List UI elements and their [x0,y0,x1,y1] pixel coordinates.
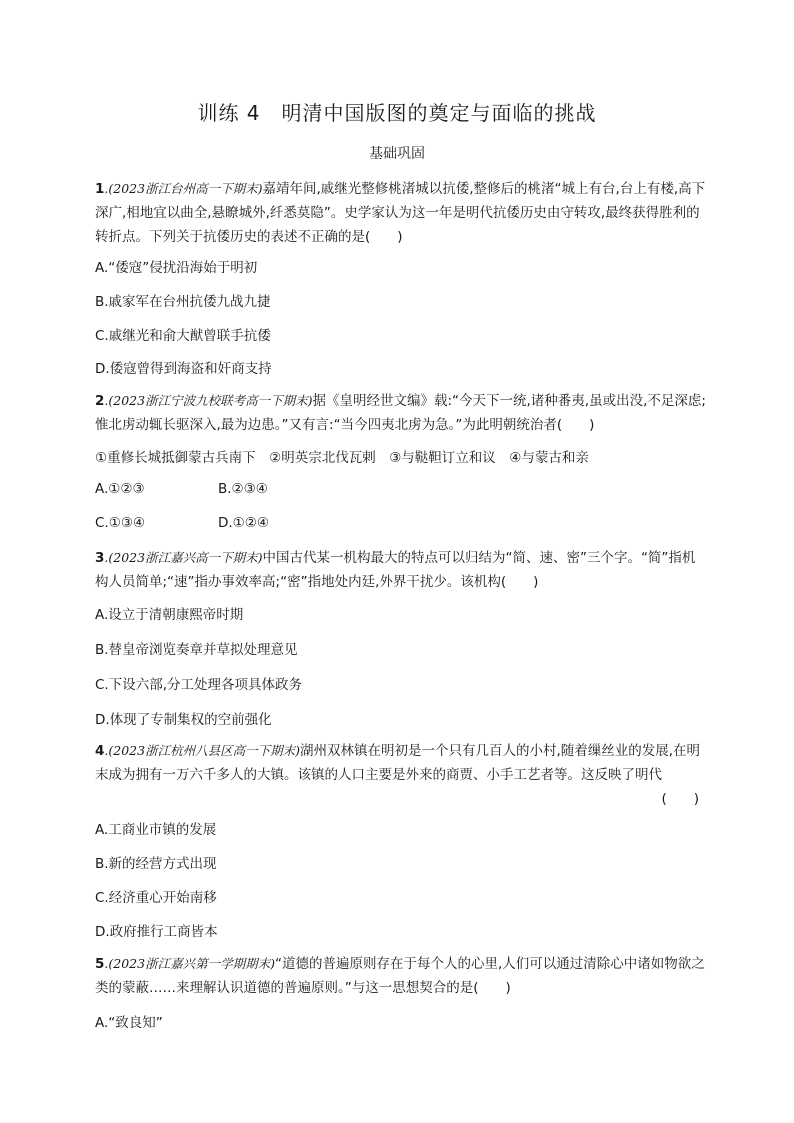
question-source: .(2023浙江宁波九校联考高一下期末) [104,393,313,408]
question-5-stem [95,952,707,1000]
question-1-option-c: C.戚继光和俞大猷曾联手抗倭 [95,328,271,344]
question-number: 5 [95,956,105,972]
question-2-option-a: A.①②③ [95,481,145,497]
question-4-option-a: A.工商业市镇的发展 [95,822,217,838]
question-2-stem [95,389,707,437]
question-number: 4 [95,743,105,759]
question-4-option-d: D.政府推行工商皆本 [95,924,218,940]
question-source: .(2023浙江台州高一下期末) [104,181,263,196]
page-title: 训练 4 明清中国版图的奠定与面临的挑战 [197,101,597,125]
question-4-stem [95,739,707,787]
section-subtitle: 基础巩固 [369,146,425,162]
question-1-option-b: B.戚家军在台州抗倭九战九捷 [95,294,271,310]
question-2-option-b: B.②③④ [218,481,268,497]
question-text: 据《皇明经世文编》载:“今天下一统,诸种番夷,虽或出没,不足深虑;惟北虏动辄长驱深入,最为边患。”又有言:“当今四夷北虏为急。”为此明朝统治者( ) [95,393,706,433]
question-text: 嘉靖年间,戚继光整修桃渚城以抗倭,整修后的桃渚“城上有台,台上有楼,高下深广,相地宜以曲全,悬瞭城外,纤悉莫隐”。史学家认为这一年是明代抗倭历史由守转攻,最终获得胜利的转折点。下列关于抗倭历史的表述不正确的是( ) [95,181,706,245]
question-source: .(2023浙江嘉兴高一下期末) [104,550,263,565]
answer-parenthesis: ( ) [661,791,699,807]
question-source: .(2023浙江嘉兴第一学期期末) [104,956,275,971]
question-2-option-c: C.①③④ [95,515,146,531]
question-1-option-a: A.“倭寇”侵扰沿海始于明初 [95,260,258,276]
question-3-option-d: D.体现了专制集权的空前强化 [95,712,272,728]
question-text: “道德的普遍原则存在于每个人的心里,人们可以通过清除心中诸如物欲之类的蒙蔽……来理解认识道德的普遍原则。”与这一思想契合的是( ) [95,956,705,996]
question-number: 3 [95,550,105,566]
question-3-option-b: B.替皇帝浏览奏章并草拟处理意见 [95,642,298,658]
question-4-option-b: B.新的经营方式出现 [95,856,217,872]
question-3-option-a: A.设立于清朝康熙帝时期 [95,607,244,623]
question-4-option-c: C.经济重心开始南移 [95,890,217,906]
question-1-stem [95,177,707,249]
question-3-option-c: C.下设六部,分工处理各项具体政务 [95,677,303,693]
question-2-items: ①重修长城抵御蒙古兵南下 ②明英宗北伐瓦剌 ③与鞑靼订立和议 ④与蒙古和亲 [95,450,589,466]
question-1-option-d: D.倭寇曾得到海盗和奸商支持 [95,361,272,377]
question-5-option-a: A.“致良知” [95,1015,163,1031]
question-2-option-d: D.①②④ [218,515,269,531]
question-number: 1 [95,181,105,197]
question-text: 中国古代某一机构最大的特点可以归结为“简、速、密”三个字。“简”指机构人员简单;“速”指办事效率高;“密”指地处内廷,外界干扰少。该机构( ) [95,550,696,590]
question-number: 2 [95,393,105,409]
question-text: 湖州双林镇在明初是一个只有几百人的小村,随着缫丝业的发展,在明末成为拥有一万六千多人的大镇。该镇的人口主要是外来的商贾、小手工艺者等。这反映了明代 [95,743,701,783]
question-3-stem [95,546,707,594]
question-source: .(2023浙江杭州八县区高一下期末) [104,743,300,758]
